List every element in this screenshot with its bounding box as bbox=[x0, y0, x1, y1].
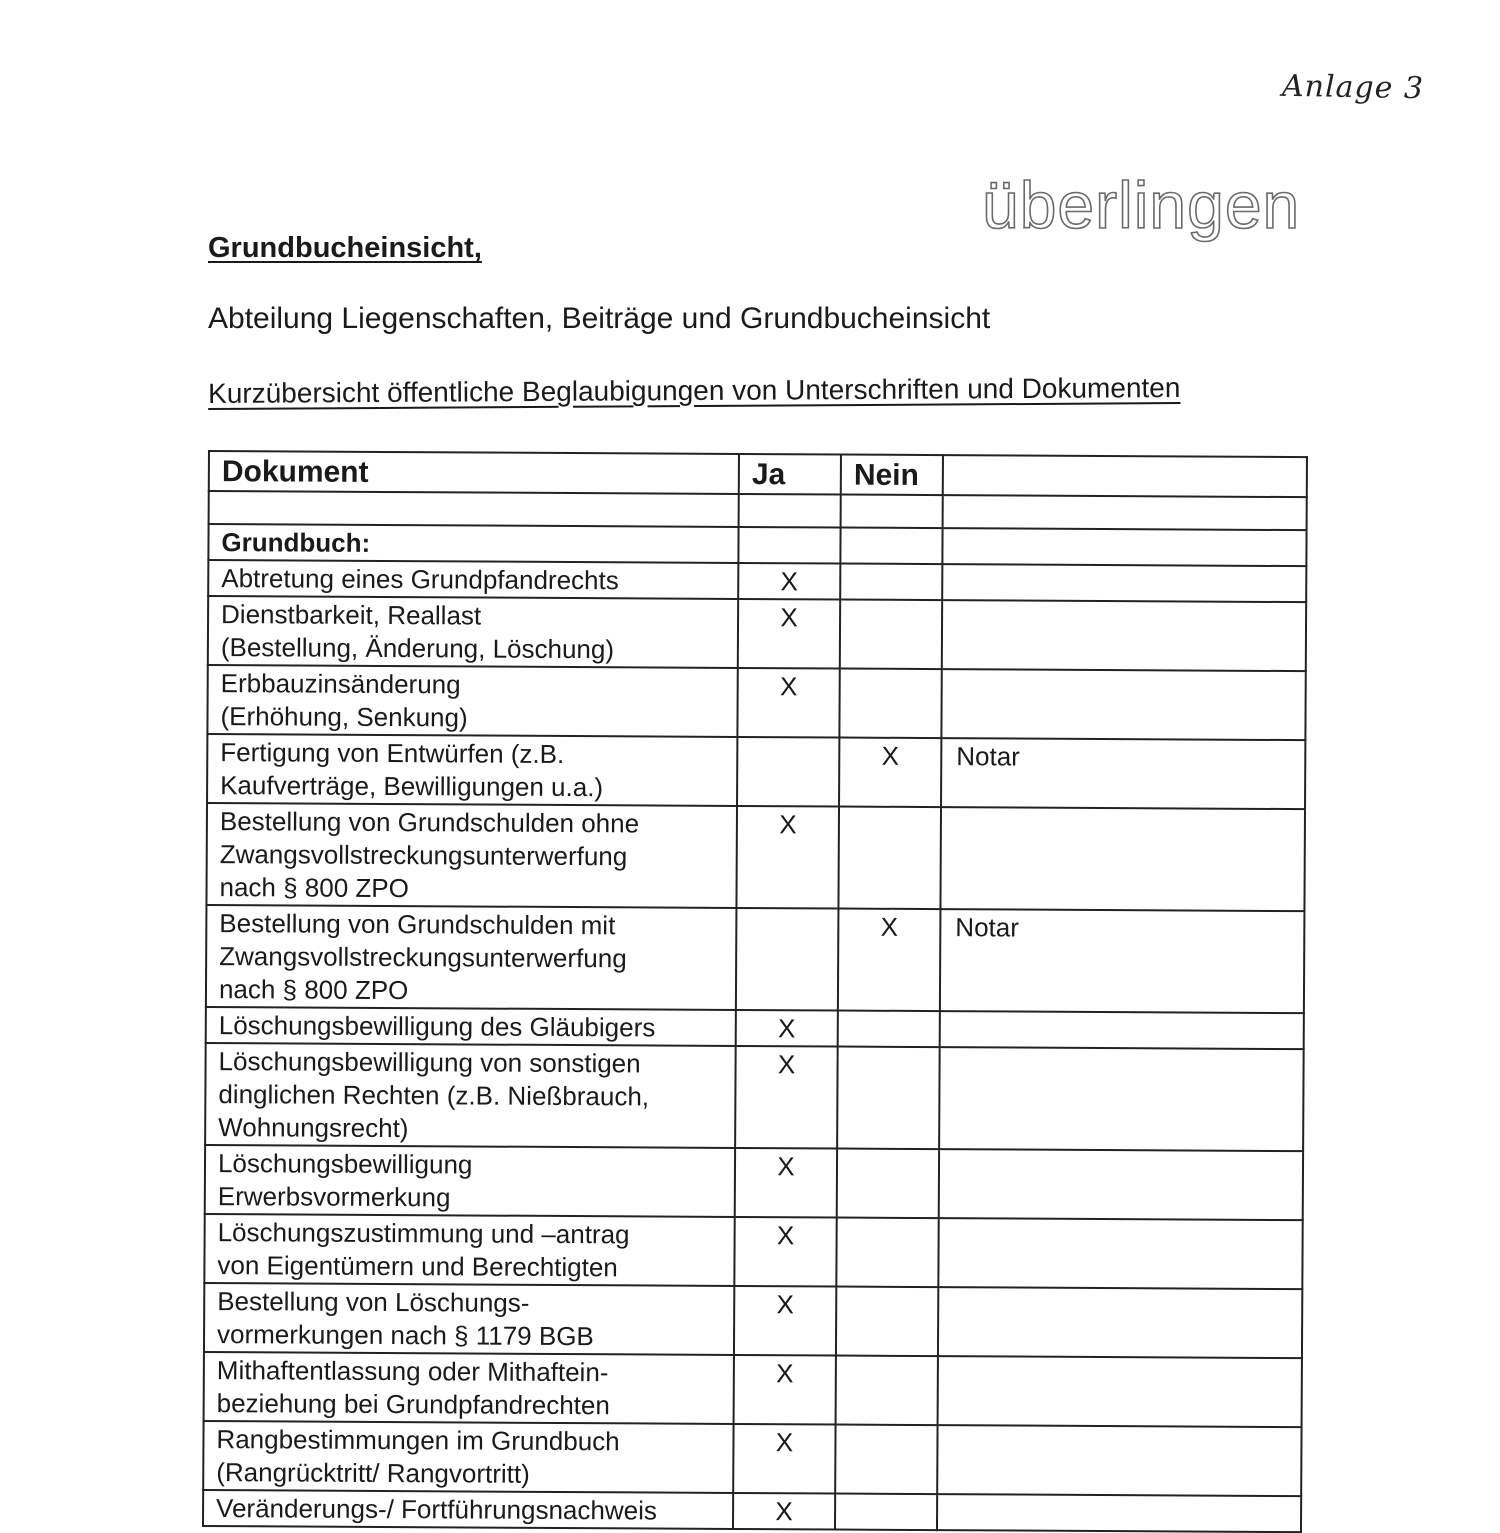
blank-cell bbox=[840, 528, 942, 565]
note-cell bbox=[942, 564, 1306, 602]
blank-cell bbox=[841, 495, 943, 529]
header-nein: Nein bbox=[841, 455, 943, 496]
nein-cell bbox=[838, 807, 941, 910]
department-heading: Abteilung Liegenschaften, Beiträge und Grundbucheinsicht bbox=[208, 302, 991, 335]
ja-cell: X bbox=[733, 1493, 835, 1530]
note-cell bbox=[940, 807, 1305, 911]
note-cell bbox=[937, 1494, 1301, 1532]
table-section-row bbox=[208, 524, 1306, 566]
nein-cell bbox=[836, 1356, 938, 1426]
document-cell: Bestellung von Grundschulden mit Zwangsvollstreckungsunterwerfung nach § 800 ZPO bbox=[206, 905, 737, 1010]
blank-cell bbox=[738, 527, 840, 564]
header-ja: Ja bbox=[739, 454, 841, 495]
ja-cell: X bbox=[736, 1010, 838, 1047]
document-cell: Abtretung eines Grundpfandrechts bbox=[208, 560, 738, 599]
certification-table bbox=[202, 450, 1308, 1533]
table-row bbox=[206, 1007, 1304, 1049]
nein-cell bbox=[837, 1149, 939, 1219]
document-cell: Erbbauzinsänderung (Erhöhung, Senkung) bbox=[207, 665, 737, 737]
nein-cell bbox=[840, 600, 942, 670]
document-cell: Bestellung von Grundschulden ohne Zwangsvollstreckungsunterwerfung nach § 800 ZPO bbox=[206, 803, 737, 908]
table-row bbox=[204, 1214, 1302, 1289]
note-cell bbox=[938, 1218, 1302, 1289]
nein-cell bbox=[836, 1218, 938, 1288]
document-cell: Dienstbarkeit, Reallast (Bestellung, Änderung, Löschung) bbox=[208, 596, 738, 668]
overview-subtitle: Kurzübersicht öffentliche Beglaubigungen von Unterschriften und Dokumenten bbox=[208, 372, 1181, 409]
note-cell bbox=[939, 1149, 1303, 1220]
nein-cell: X bbox=[839, 738, 941, 808]
table-row bbox=[207, 734, 1305, 809]
note-cell: Notar bbox=[941, 738, 1305, 809]
table-row bbox=[205, 1043, 1304, 1151]
blank-cell bbox=[739, 494, 841, 528]
nein-cell bbox=[840, 564, 942, 601]
note-cell bbox=[937, 1425, 1301, 1496]
ja-cell bbox=[737, 737, 839, 807]
ja-cell: X bbox=[734, 1355, 836, 1425]
blank-cell bbox=[209, 491, 739, 527]
document-cell: Rangbestimmungen im Grundbuch (Rangrücktritt/ Rangvortritt) bbox=[203, 1421, 733, 1493]
ja-cell: X bbox=[734, 1217, 836, 1287]
note-cell bbox=[938, 1287, 1302, 1358]
nein-cell bbox=[838, 1011, 940, 1048]
header-document: Dokument bbox=[209, 451, 739, 494]
nein-cell bbox=[836, 1287, 938, 1357]
section-label: Grundbuch: bbox=[208, 524, 738, 563]
note-cell: Notar bbox=[940, 909, 1305, 1013]
note-cell bbox=[941, 669, 1305, 740]
ja-cell: X bbox=[738, 563, 840, 600]
ja-cell: X bbox=[738, 599, 840, 669]
document-cell: Veränderungs-/ Fortführungsnachweis bbox=[203, 1490, 733, 1529]
handwritten-annotation: Anlage 3 bbox=[1281, 68, 1425, 107]
document-cell: Löschungsbewilligung von sonstigen dinglichen Rechten (z.B. Nießbrauch, Wohnungsrecht) bbox=[205, 1043, 736, 1148]
table-row bbox=[204, 1283, 1302, 1358]
table-row bbox=[208, 560, 1306, 602]
blank-cell bbox=[943, 495, 1307, 530]
nein-cell bbox=[835, 1425, 937, 1495]
ja-cell: X bbox=[735, 1046, 838, 1149]
document-cell: Mithaftentlassung oder Mithaftein- beziehung bei Grundpfandrechten bbox=[204, 1352, 734, 1424]
table-header-row bbox=[209, 451, 1307, 497]
note-cell bbox=[938, 1356, 1302, 1427]
ja-cell: X bbox=[736, 806, 839, 909]
ja-cell bbox=[736, 908, 839, 1011]
ja-cell: X bbox=[733, 1424, 835, 1494]
document-cell: Löschungszustimmung und –antrag von Eigentümern und Berechtigten bbox=[204, 1214, 734, 1286]
nein-cell bbox=[839, 669, 941, 739]
document-cell: Bestellung von Löschungs- vormerkungen nach § 1179 BGB bbox=[204, 1283, 734, 1355]
ja-cell: X bbox=[735, 1148, 837, 1218]
document-cell: Löschungsbewilligung des Gläubigers bbox=[206, 1007, 736, 1046]
city-logo: überlingen bbox=[982, 168, 1301, 242]
table-row bbox=[206, 905, 1305, 1013]
certification-table-wrapper bbox=[202, 450, 1306, 1533]
table-row bbox=[207, 665, 1305, 740]
table-row bbox=[208, 596, 1306, 671]
document-cell: Löschungsbewilligung Erwerbsvormerkung bbox=[205, 1145, 735, 1217]
ja-cell: X bbox=[737, 668, 839, 738]
nein-cell bbox=[837, 1047, 940, 1150]
note-cell bbox=[940, 1011, 1304, 1049]
page-title: Grundbucheinsicht, bbox=[208, 232, 482, 264]
blank-cell bbox=[942, 528, 1306, 566]
table-row bbox=[203, 1490, 1301, 1532]
header-note bbox=[943, 455, 1307, 497]
table-row bbox=[203, 1421, 1301, 1496]
note-cell bbox=[942, 600, 1306, 671]
table-row bbox=[204, 1352, 1302, 1427]
document-cell: Fertigung von Entwürfen (z.B. Kaufverträge, Bewilligungen u.a.) bbox=[207, 734, 737, 806]
table-row bbox=[205, 1145, 1303, 1220]
nein-cell bbox=[835, 1494, 937, 1531]
nein-cell: X bbox=[838, 909, 941, 1012]
ja-cell: X bbox=[734, 1286, 836, 1356]
note-cell bbox=[939, 1047, 1304, 1151]
table-row bbox=[206, 803, 1305, 911]
